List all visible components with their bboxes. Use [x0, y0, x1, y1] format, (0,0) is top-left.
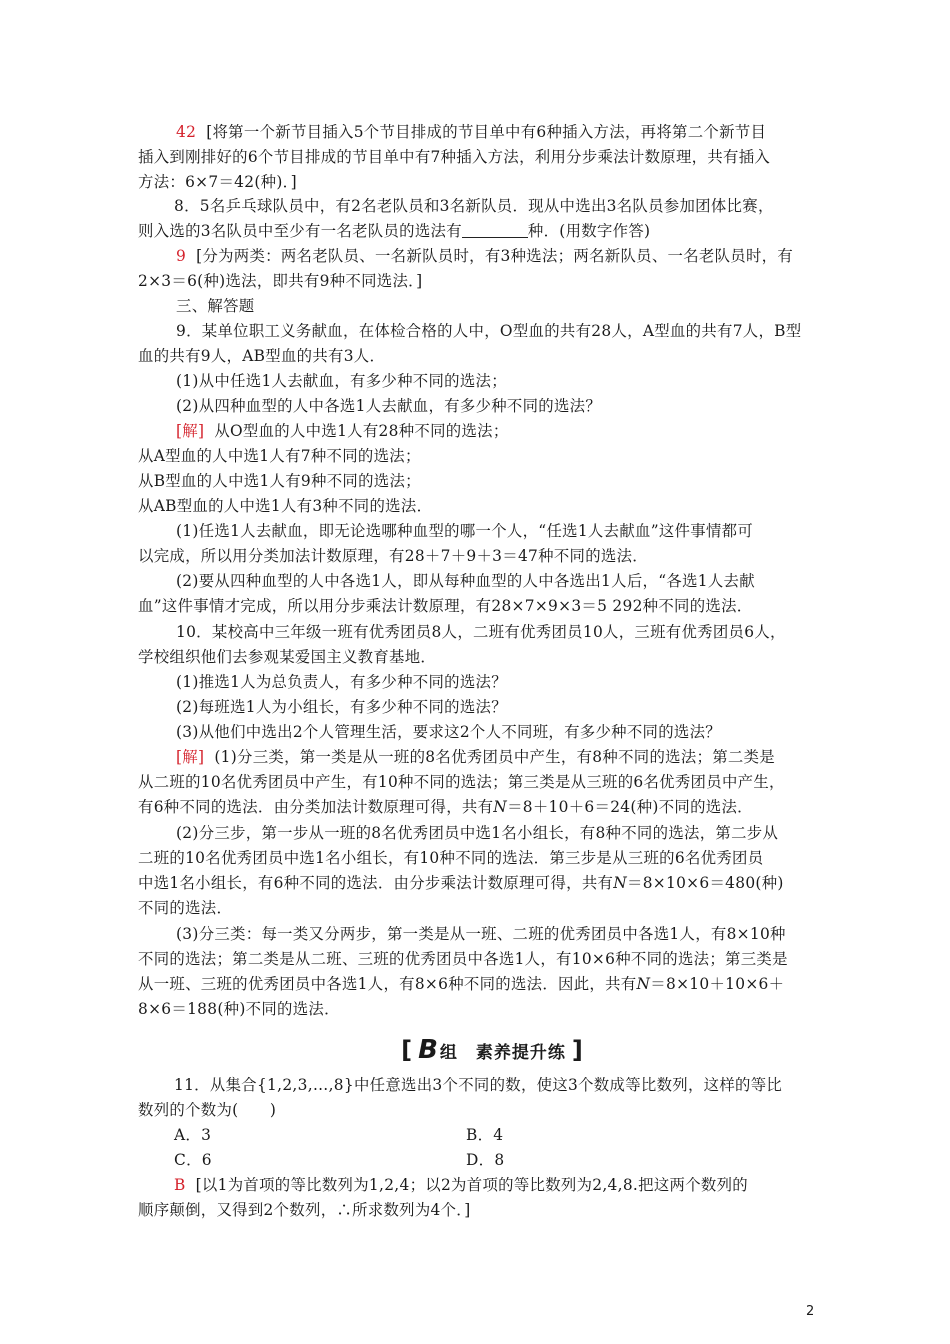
q8-solution-line1: 9 [分为两类：两名老队员、一名新队员时，有3种选法；两名新队员、一名老队员时，有: [176, 247, 794, 265]
banner-title: 组 素养提升练: [439, 1042, 566, 1063]
q11-option-d: D．8: [466, 1151, 505, 1169]
variable-n: N: [613, 874, 627, 892]
left-bracket-icon: [: [401, 1036, 413, 1064]
q9-answer1-line2: 以完成，所以用分类加法计数原理，有28＋7＋9＋3＝47种不同的选法．: [138, 547, 648, 565]
q10-question-line2: 学校组织他们去参观某爱国主义教育基地．: [138, 648, 437, 666]
q9-solution-s4: 从AB型血的人中选1人有3种不同的选法．: [138, 497, 433, 515]
q8-solution-line2: 2×3＝6(种)选法，即共有9种不同选法．]: [138, 272, 423, 290]
q10-answer1-line1: [解] (1)分三类，第一类是从一班的8名优秀团员中产生，有8种不同的选法；第二类是: [176, 748, 775, 766]
q10-answer2-line3: 中选1名小组长，有6种不同的选法．由分步乘法计数原理可得，共有N＝8×10×6＝480(种): [138, 874, 784, 892]
q11-option-b: B．4: [466, 1126, 504, 1144]
section-banner-b: [392, 1035, 592, 1065]
q9-solution-s3: 从B型血的人中选1人有9种不同的选法；: [138, 472, 421, 490]
q10-part1: (1)推选1人为总负责人，有多少种不同的选法？: [176, 673, 507, 691]
q10-answer3-line1: (3)分三类：每一类又分两步，第一类是从一班、二班的优秀团员中各选1人，有8×10种: [176, 925, 786, 943]
q10-answer1-line3: 有6种不同的选法．由分类加法计数原理可得，共有N＝8＋10＋6＝24(种)不同的选法．: [138, 798, 753, 816]
q11-answer: B: [174, 1176, 186, 1194]
q11-question-line1: 11．从集合{1,2,3,…,8}中任意选出3个不同的数，使这3个数成等比数列，这样的等比: [174, 1076, 783, 1094]
q10-answer3-line3: 从一班、三班的优秀团员中各选1人，有8×6种不同的选法．因此，共有N＝8×10＋10×6＋: [138, 975, 785, 993]
q7-solution-line3: 方法：6×7＝42(种)．]: [138, 173, 297, 191]
q9-question-line1: 9．某单位职工义务献血，在体检合格的人中，O型血的共有28人，A型血的共有7人，B型: [176, 322, 802, 340]
q10-answer2-line4: 不同的选法．: [138, 899, 233, 917]
q10-part3: (3)从他们中选出2个人管理生活，要求这2个人不同班，有多少种不同的选法？: [176, 723, 721, 741]
q7-solution-line2: 插入到刚排好的6个节目排成的节目单中有7种插入方法，利用分步乘法计数原理，共有插入: [138, 148, 771, 166]
q9-solution-s2: 从A型血的人中选1人有7种不同的选法；: [138, 447, 421, 465]
variable-n: N: [493, 798, 508, 816]
q10-answer3-line2: 不同的选法；第二类是从二班、三班的优秀团员中各选1人，有10×6种不同的选法；第三类是: [138, 950, 788, 968]
q9-part2: (2)从四种血型的人中各选1人去献血，有多少种不同的选法？: [176, 397, 602, 415]
q10-answer2-line1: (2)分三步，第一步从一班的8名优秀团员中选1名小组长，有8种不同的选法，第二步从: [176, 824, 779, 842]
q9-answer2-line1: (2)要从四种血型的人中各选1人，即从每种血型的人中各选出1人后，“各选1人去献: [176, 572, 755, 590]
q8-answer: 9: [176, 247, 187, 265]
variable-n: N: [636, 975, 651, 993]
q9-question-line2: 血的共有9人，AB型血的共有3人．: [138, 347, 386, 365]
right-bracket-icon: ]: [571, 1036, 583, 1064]
q9-jie-label: [解]: [176, 422, 205, 440]
q11-option-c: C．6: [174, 1151, 212, 1169]
q10-question-line1: 10．某校高中三年级一班有优秀团员8人，二班有优秀团员10人，三班有优秀团员6人，: [176, 623, 786, 641]
q10-answer2-line2: 二班的10名优秀团员中选1名小组长，有10种不同的选法．第三步是从三班的6名优秀团员: [138, 849, 764, 867]
q9-answer1-line1: (1)任选1人去献血，即无论选哪种血型的哪一个人，“任选1人去献血”这件事情都可: [176, 522, 754, 540]
q9-part1: (1)从中任选1人去献血，有多少种不同的选法；: [176, 372, 507, 390]
q10-answer3-line4: 8×6＝188(种)不同的选法．: [138, 1000, 340, 1018]
q8-blank: [462, 219, 528, 238]
q7-answer: 42: [176, 123, 197, 141]
q7-solution-line1: 42 [将第一个新节目插入5个节目排成的节目单中有6种插入方法，再将第二个新节目: [176, 123, 767, 141]
q9-solution-start: [解] 从O型血的人中选1人有28种不同的选法；: [176, 422, 509, 440]
q9-answer2-line2: 血”这件事情才完成，所以用分步乘法计数原理，有28×7×9×3＝5 292种不同的选法．: [138, 597, 753, 615]
q11-solution-line2: 顺序颠倒，又得到2个数列，∴所求数列为4个．]: [138, 1201, 471, 1219]
page-number: 2: [806, 1304, 815, 1319]
q10-part2: (2)每班选1人为小组长，有多少种不同的选法？: [176, 698, 507, 716]
q11-option-a: A．3: [174, 1126, 212, 1144]
banner-letter: B: [418, 1035, 438, 1065]
section-heading: 三、解答题: [176, 297, 255, 315]
q11-solution-line1: B [以1为首项的等比数列为1,2,4；以2为首项的等比数列为2,4,8.把这两个数列的: [174, 1176, 748, 1194]
q8-question-line2: 则入选的3名队员中至少有一名老队员的选法有 种．(用数字作答): [138, 219, 814, 244]
q10-jie-label: [解]: [176, 748, 205, 766]
q11-question-line2: 数列的个数为( ): [138, 1101, 277, 1119]
q10-answer1-line2: 从二班的10名优秀团员中产生，有10种不同的选法；第三类是从三班的6名优秀团员中产生，: [138, 773, 785, 791]
q8-question-line1: 8．5名乒乓球队员中，有2名老队员和3名新队员．现从中选出3名队员参加团体比赛，: [174, 197, 774, 215]
